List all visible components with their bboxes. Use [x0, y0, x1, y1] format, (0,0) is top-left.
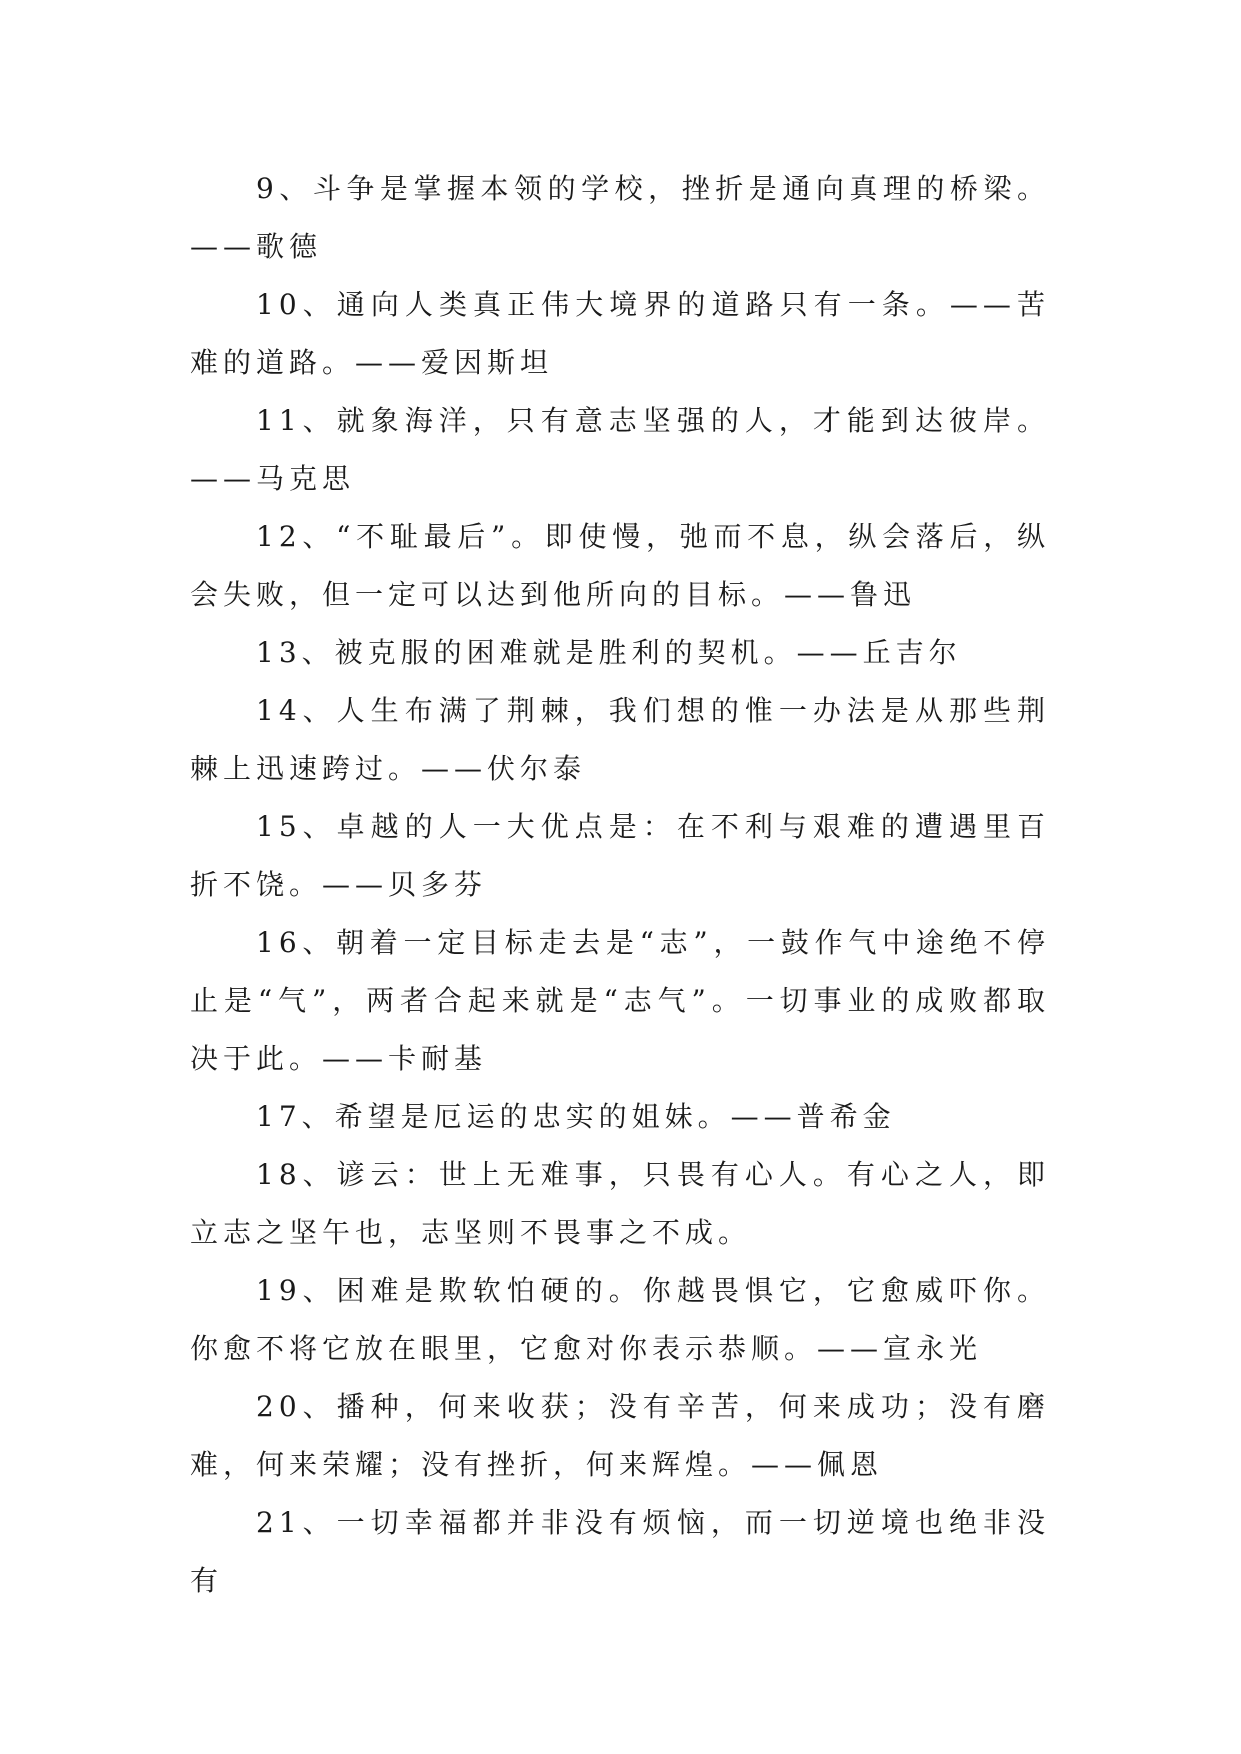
quote-paragraph: 17、希望是厄运的忠实的姐妹。——普希金: [256, 1100, 896, 1133]
quote-paragraph: 13、被克服的困难就是胜利的契机。——丘吉尔: [256, 636, 962, 669]
quote-paragraph: 20、播种，何来收获；没有辛苦，何来成功；没有磨难，何来荣耀；没有挫折，何来辉煌。——佩恩: [190, 1390, 1050, 1481]
quote-paragraph: 16、朝着一定目标走去是“志”，一鼓作气中途绝不停止是“气”，两者合起来就是“志气”。一切事业的成败都取决于此。——卡耐基: [190, 926, 1050, 1075]
quote-paragraph: 21、一切幸福都并非没有烦恼，而一切逆境也绝非没有: [190, 1506, 1050, 1597]
quote-paragraph: 9、斗争是掌握本领的学校，挫折是通向真理的桥梁。——歌德: [190, 172, 1050, 263]
document-body: [190, 160, 1050, 1610]
quote-paragraph: 12、“不耻最后”。即使慢，弛而不息，纵会落后，纵会失败，但一定可以达到他所向的目标。——鲁迅: [190, 520, 1050, 611]
quote-paragraph: 11、就象海洋，只有意志坚强的人，才能到达彼岸。——马克思: [190, 404, 1050, 495]
quote-paragraph: 19、困难是欺软怕硬的。你越畏惧它，它愈威吓你。你愈不将它放在眼里，它愈对你表示恭顺。——宣永光: [190, 1274, 1050, 1365]
quote-paragraph: 18、谚云：世上无难事，只畏有心人。有心之人，即立志之坚午也，志坚则不畏事之不成。: [190, 1158, 1050, 1249]
quote-paragraph: 10、通向人类真正伟大境界的道路只有一条。——苦难的道路。——爱因斯坦: [190, 288, 1050, 379]
quote-paragraph: 15、卓越的人一大优点是：在不利与艰难的遭遇里百折不饶。——贝多芬: [190, 810, 1050, 901]
quote-paragraph: 14、人生布满了荆棘，我们想的惟一办法是从那些荆棘上迅速跨过。——伏尔泰: [190, 694, 1050, 785]
